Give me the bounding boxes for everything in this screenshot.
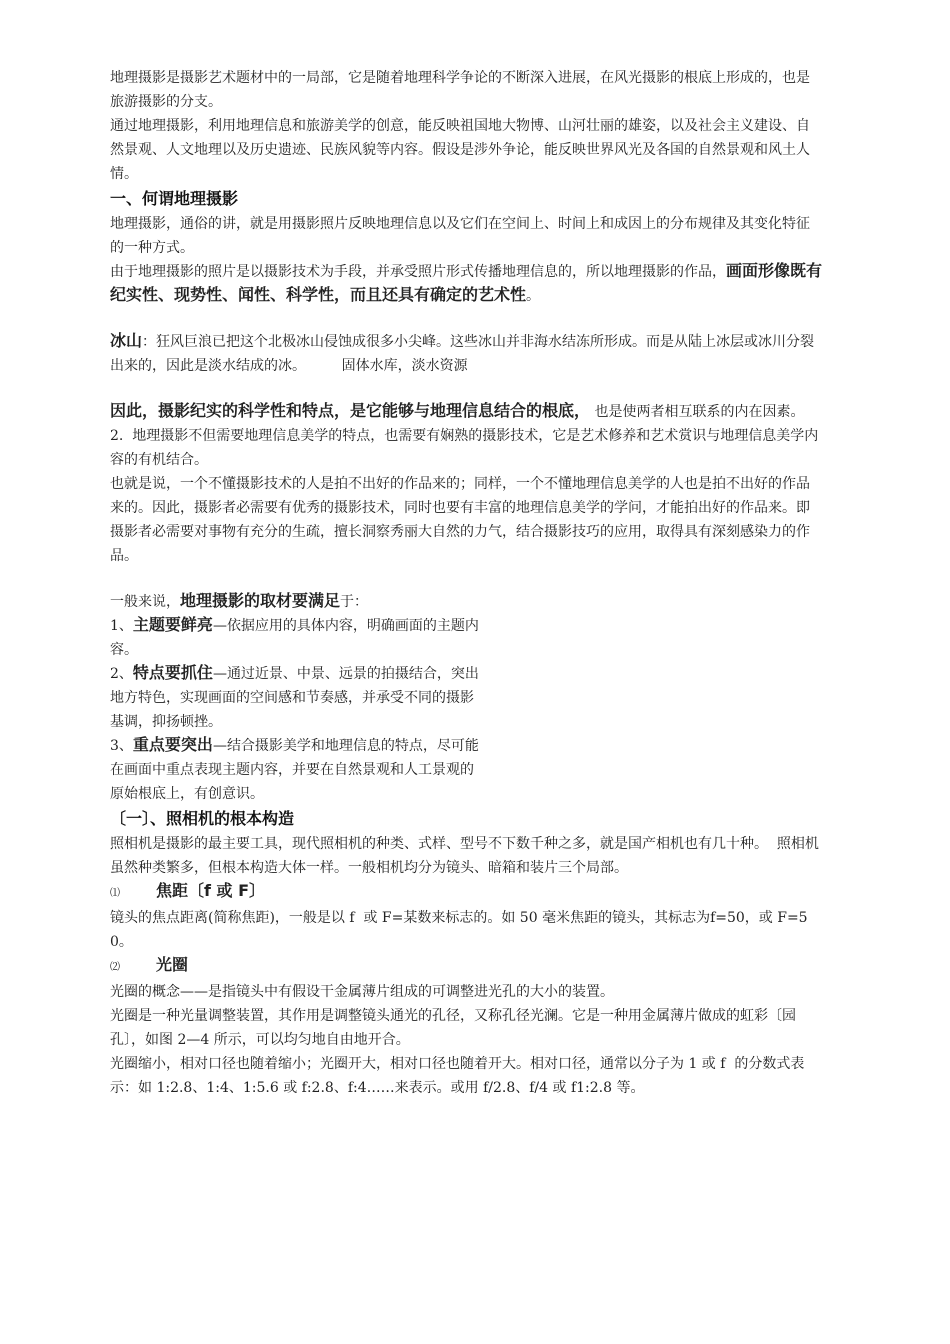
focal-paragraph: 镜头的焦点距离(简称焦距)，一般是以 f 或 F=某数来标志的。如 50 毫米焦距的镜头，其标志为f=50，或 F=50。 <box>110 910 808 950</box>
camera-paragraph: 照相机是摄影的最主要工具，现代照相机的种类、式样、型号不下数千种之多，就是国产相机也有几十种。 照相机虽然种类繁多，但根本构造大体一样。一般相机均分为镜头、暗箱和装片三个局部。 <box>110 836 819 876</box>
selection-list <box>110 614 482 806</box>
focal-number: ⑴ <box>110 888 120 899</box>
aperture-paragraph-3: 光圈缩小，相对口径也随着缩小；光圈开大，相对口径也随着开大。相对口径，通常以分子为 1 或 f 的分数式表示：如 1:2.8、1:4、1:5.6 或 f:2.8、f:4……来表示。或用 f/2.8、f/4 或 f1:2.8 等。 <box>110 1056 805 1096</box>
intro-paragraph-1: 地理摄影是摄影艺术题材中的一局部，它是随着地理科学争论的不断深入进展，在风光摄影的根底上形成的，也是旅游摄影的分支。 <box>110 70 810 110</box>
list-item-number: 2、 <box>110 666 133 682</box>
iceberg-text: ：狂风巨浪已把这个北极冰山侵蚀成很多小尖峰。这些冰山并非海水结冻所形成。而是从陆上冰层或冰川分裂出来的，因此是淡水结成的冰。 固体水库，淡水资源 <box>110 334 815 374</box>
list-item-title: 特点要抓住 <box>132 663 213 682</box>
selection-lead-emphasis: 地理摄影的取材要满足 <box>180 591 341 610</box>
selection-lead-end: 于： <box>340 594 369 610</box>
artistic-paragraph-emphasis: 画面形像既有纪实性、现势性、闻性、科学性，而且还具有确定的艺术性 <box>110 261 823 304</box>
intro-paragraph-2: 通过地理摄影，利用地理信息和旅游美学的创意，能反映祖国地大物博、山河壮丽的雄姿，以及社会主义建设、自然景观、人文地理以及历史遗迹、民族风貌等内容。假设是涉外争论，能反映世界风光及各国的自然景观和风土人情。 <box>110 118 810 182</box>
science-paragraph <box>110 400 822 424</box>
list-item <box>110 614 482 662</box>
aperture-title: 光圈 <box>156 955 189 974</box>
aperture-paragraph-1: 光圈的概念——是指镜头中有假设干金属薄片组成的可调整进光孔的大小的装置。 <box>110 984 614 1000</box>
list-item-text: —结合摄影美学和地理信息的特点，尽可能在画面中重点表现主题内容，并要在自然景观和人工景观的原始根底上，有创意识。 <box>110 738 479 802</box>
aperture-number: ⑵ <box>110 962 120 973</box>
list-item-number: 3、 <box>110 738 133 754</box>
artistic-paragraph <box>110 260 822 308</box>
selection-lead <box>110 590 822 614</box>
definition-paragraph: 地理摄影，通俗的讲，就是用摄影照片反映地理信息以及它们在空间上、时间上和成因上的分布规律及其变化特征的一种方式。 <box>110 216 810 256</box>
iceberg-label: 冰山 <box>110 331 143 350</box>
photographer-paragraph: 也就是说，一个不懂摄影技术的人是拍不出好的作品来的；同样，一个不懂地理信息美学的人也是拍不出好的作品来的。因此，摄影者必需要有优秀的摄影技术，同时也要有丰富的地理信息美学的学问，才能拍出好的作品来。即摄影者必需要对事物有充分的生疏，擅长洞察秀丽大自然的力气，结合摄影技巧的应用，取得具有深刻感染力的作品。 <box>110 476 810 564</box>
list-item <box>110 662 482 734</box>
focal-heading <box>110 880 822 906</box>
aperture-heading <box>110 954 822 980</box>
iceberg-paragraph <box>110 330 822 378</box>
section-heading-camera-structure: 〔一〕、照相机的根本构造 <box>110 809 295 828</box>
selection-lead-text: 一般来说， <box>110 594 180 610</box>
list-item-number: 1、 <box>110 618 133 634</box>
section-heading-what-is-geo-photo: 一、何谓地理摄影 <box>110 189 239 208</box>
artistic-paragraph-end: 。 <box>526 288 541 304</box>
list-item-text: —通过近景、中景、远景的拍摄结合，突出地方特色，实现画面的空间感和节奏感，并承受不同的摄影基调，抑扬顿挫。 <box>110 666 479 730</box>
list-item-title: 主题要鲜亮 <box>132 615 213 634</box>
science-emphasis: 因此，摄影纪实的科学性和特点，是它能够与地理信息结合的根底， <box>110 401 591 420</box>
science-text: 也是使两者相互联系的内在因素。 <box>590 404 805 420</box>
aperture-paragraph-2: 光圈是一种光量调整装置，其作用是调整镜头通光的孔径，又称孔径光澜。它是一种用金属薄片做成的虹彩〔园孔〕，如图 2—4 所示，可以均匀地自由地开合。 <box>110 1008 796 1048</box>
focal-title: 焦距〔f 或 F〕 <box>156 881 266 900</box>
artistic-paragraph-text: 由于地理摄影的照片是以摄影技术为手段，并承受照片形式传播地理信息的，所以地理摄影的作品， <box>110 264 726 280</box>
skill-paragraph: 2. 地理摄影不但需要地理信息美学的特点，也需要有娴熟的摄影技术，它是艺术修养和艺术赏识与地理信息美学内容的有机结合。 <box>110 428 819 468</box>
list-item-title: 重点要突出 <box>132 735 213 754</box>
document-page <box>110 66 822 1100</box>
list-item-text: —依据应用的具体内容，明确画面的主题内容。 <box>110 618 479 658</box>
list-item <box>110 734 482 806</box>
